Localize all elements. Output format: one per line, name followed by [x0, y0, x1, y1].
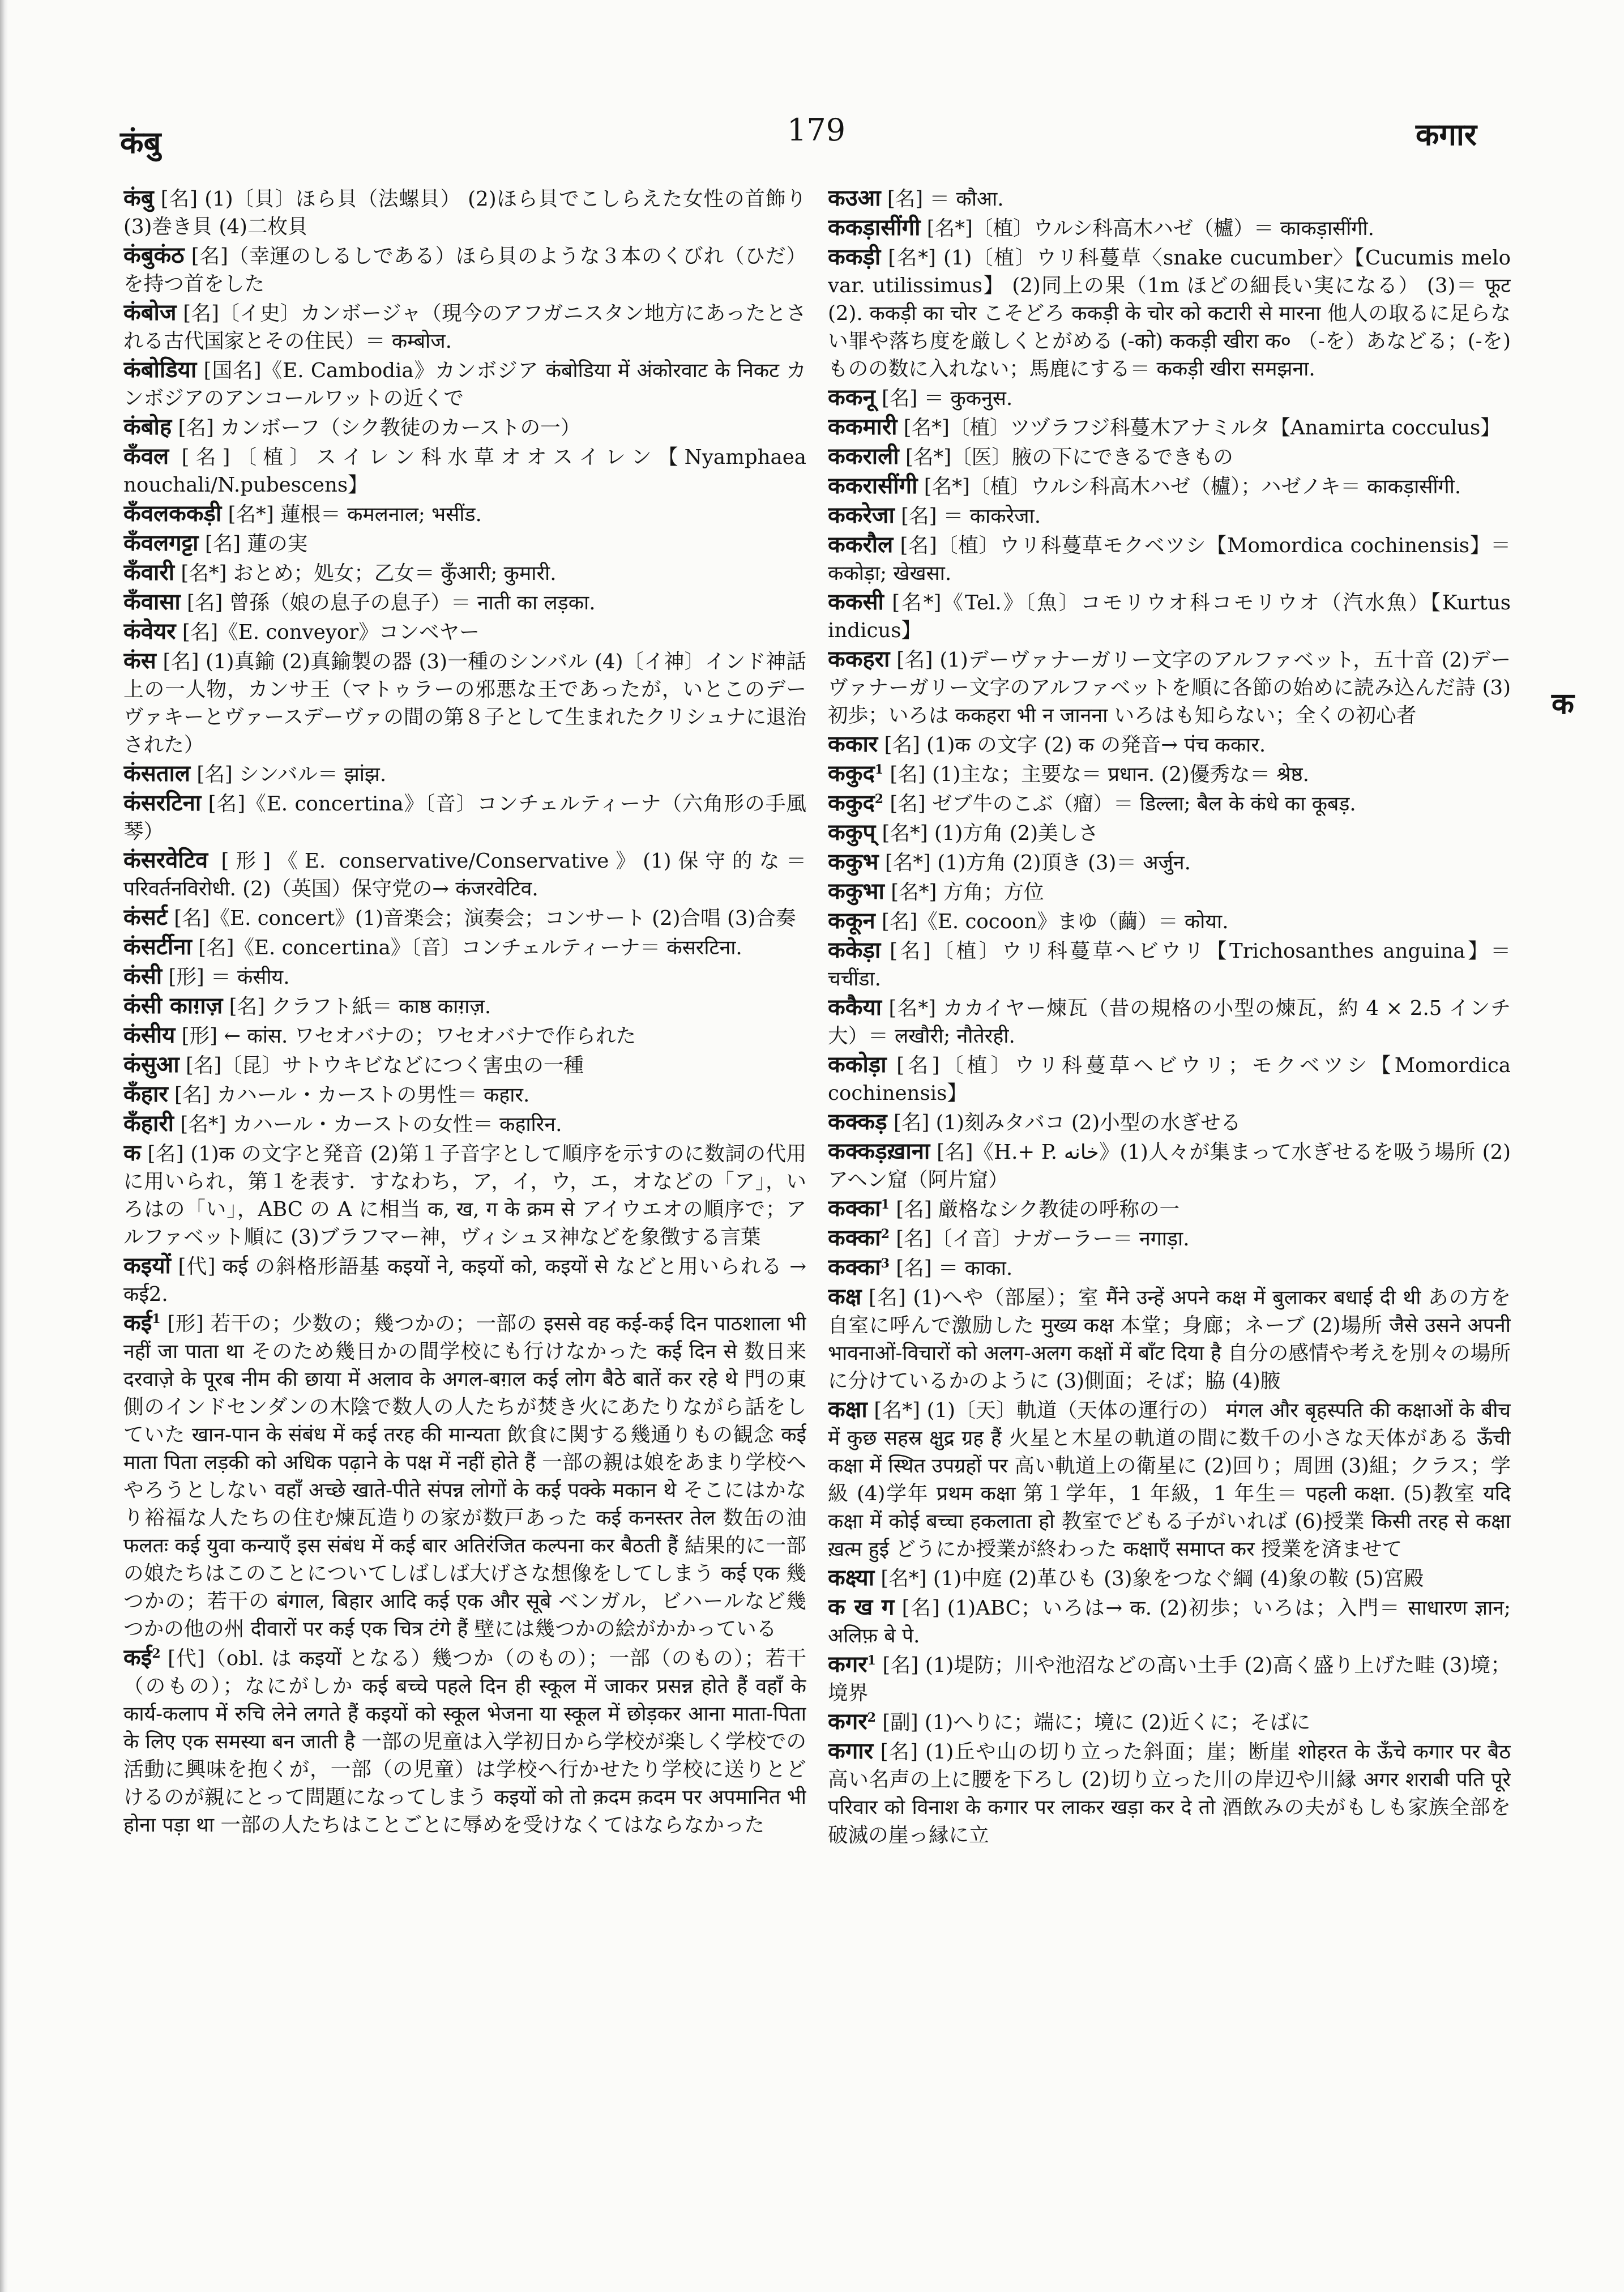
- dictionary-entry: [123, 356, 806, 412]
- dictionary-entry: [828, 413, 1511, 442]
- dictionary-entry: [828, 1650, 1511, 1707]
- dictionary-entry: [828, 1737, 1511, 1849]
- dictionary-entry: [828, 936, 1511, 993]
- definition: [名] (1)ABC；いろは→ क. (2)初歩；いろは；入門＝ साधारण ज्ञान; अलिफ़ बे पे.: [828, 1597, 1511, 1647]
- definition: [名] (1)刻みタバコ (2)小型の水ぎせる: [893, 1111, 1241, 1134]
- definition: [名]〔イ音〕ナガーラー＝ नगाड़ा.: [896, 1227, 1190, 1250]
- homonym-number: 1: [874, 762, 883, 778]
- definition: [代]（obl. は कइयों となる）幾つか（のもの）；一部（のもの）；若干（のもの）；なにがしか कई बच्चे पहले दिन ही स्कूल में जाकर प्रसन्न होते हैं वहाँ के कार्य-कलाप में रुचि लेने लगते हैं कइयों को स्कूल भेजना या स्कूल में छोड़कर आना माता-पिता के लिए एक समस्या बन जाती है 一部の児童は入学初日から学校が楽しく学校での活動に興味を抱くが，一部（の児童）は学校へ行かせたり学校に送りとどけるのが親にとって問題になってしまう कइयों को तो क़दम क़दम पर अपमानित भी होना पड़ा था 一部の人たちはことごとに辱めを受けなくてはならなかった: [123, 1647, 806, 1837]
- definition: [名*] (1)方角 (2)頂き (3)＝ अर्जुन.: [884, 851, 1191, 874]
- headword: कँवारी: [123, 559, 175, 586]
- headword: कक्का: [828, 1195, 881, 1222]
- headword: कंबुकंठ: [123, 242, 185, 268]
- dictionary-entry: [123, 1644, 806, 1839]
- dictionary-entry: [828, 759, 1511, 788]
- dictionary-entry: [828, 730, 1511, 759]
- dictionary-entry: [828, 383, 1511, 412]
- dictionary-entry: [123, 442, 806, 499]
- definition: [名]《E. cocoon》まゆ（繭）＝ कोया.: [881, 910, 1229, 933]
- headword: कगर: [828, 1708, 867, 1735]
- definition: [名] (1)真鍮 (2)真鍮製の器 (3)一種のシンバル (4)〔イ神〕インド神話上の一人物，カンサ王（マトゥラーの邪悪な王であったが，いとこのデーヴァキーとヴァースデーヴァの間の第８子として生まれたクリシュナに退治された）: [123, 650, 806, 757]
- page-number: 179: [787, 112, 846, 148]
- dictionary-entry: [123, 647, 806, 759]
- definition: [名]〔植〕ウリ科蔓草ヘビウリ【Trichosanthes anguina】＝ चचींडा.: [828, 940, 1511, 991]
- definition: [名]《E. concertina》〔音〕コンチェルティーナ＝ कंसरटिना.: [198, 936, 742, 959]
- definition: [形]《E. conservative/Conservative》(1)保守的な＝ परिवर्तनविरोधी. (2)（英国）保守党の→ कंजरवेटिव.: [123, 850, 806, 900]
- definition: [名] クラフト紙＝ काष्ठ काग़ज़.: [229, 995, 492, 1018]
- definition: [名] (1)丘や山の切り立った斜面；崖；断崖 शोहरत के ऊँचे कगार पर बैठ 高い名声の上に腰を下ろし (2)切り立った川の岸辺や川縁 अगर शराबी पति पूरे परिवार को विनाश के कगार पर लाकर खड़ा कर दे तो 酒飲みの夫がもしも家族全部を破滅の崖っ縁に立: [828, 1740, 1511, 1847]
- dictionary-entry: [828, 501, 1511, 530]
- definition: [形] ＝ कंसीय.: [168, 966, 290, 989]
- headword: कक्का: [828, 1224, 881, 1251]
- headword: कंबोडिया: [123, 356, 197, 383]
- homonym-number: 1: [867, 1653, 876, 1668]
- definition: [名*]〔植〕ツヅラフジ科蔓木アナミルタ【Anamirta cocculus】: [903, 416, 1501, 439]
- headword: ककराली: [828, 443, 899, 470]
- definition: [名]《E. concert》(1)音楽会；演奏会；コンサート (2)合唱 (3)合奏: [174, 907, 796, 930]
- headword: ककसी: [828, 588, 884, 615]
- dictionary-entry: [828, 472, 1511, 501]
- headword: ककहरा: [828, 646, 890, 672]
- headword: कक्कड़ख़ाना: [828, 1138, 930, 1164]
- definition: [形] 若干の；少数の；幾つかの；一部の इससे वह कई-कई दिन पाठशाला भी नहीं जा पाता था そのため幾日かの間学校にも行けなかった कई दिन से 数日来 दरवाज़े के पूरब नीम की छाया में अलाव के अगल-बग़ल कई लोग बैठे बातें कर रहे थे 門の東側のインドセンダンの木陰で数人の人たちが焚き火にあたりながら話をしていた खान-पान के संबंध में कई तरह की मान्यता 飲食に関する幾通りもの観念 कई माता पिता लड़की को अधिक पढ़ाने के पक्ष में नहीं होते हैं 一部の親は娘をあまり学校へやろうとしない वहाँ अच्छे खाते-पीते संपन्न लोगों के कई पक्के मकान थे そこにはかなり裕福な人たちの住む煉瓦造りの家が数戸あった कई कनस्तर तेल 数缶の油 फलतः कई युवा कन्याएँ इस संबंध में कई बार अतिरंजित कल्पना कर बैठती हैं 結果的に一部の娘たちはこのことについてしばしば大げさな想像をしてしまう कई एक 幾つかの；若干の बंगाल, बिहार आदि कई एक और सूबे ベンガル，ビハールなど幾つかの他の州 दीवारों पर कई एक चित्र टंगे हैं 壁には幾つかの絵がかかっている: [123, 1312, 806, 1641]
- dictionary-entry: [828, 1253, 1511, 1282]
- definition: [形] ← कांस. ワセオバナの；ワセオバナで作られた: [181, 1025, 636, 1048]
- dictionary-entry: [123, 759, 806, 788]
- headword: कँवल: [123, 443, 169, 470]
- headword: क: [123, 1139, 141, 1166]
- headword: ककार: [828, 731, 878, 757]
- definition: [名] (1)デーヴァナーガリー文字のアルファベット，五十音 (2)デーヴァナーガリー文字のアルファベットを順に各節の始めに読み込んだ詩 (3)初歩；いろは ककहरा भी न जानना いろはも知らない；全くの初心者: [828, 648, 1511, 727]
- dictionary-entry: [123, 413, 806, 442]
- definition: [名] 曾孫（娘の息子の息子）＝ नाती का लड़का.: [187, 591, 596, 614]
- headword: कंबोह: [123, 413, 172, 440]
- definition: [名]《E. concertina》〔音〕コンチェルティーナ（六角形の手風琴）: [123, 792, 806, 843]
- definition: [名*] カハール・カーストの女性＝ कहारिन.: [180, 1113, 562, 1136]
- dictionary-entry: [828, 1283, 1511, 1395]
- headword: कक्ष्या: [828, 1564, 875, 1591]
- headword: कँवलगट्टा: [123, 530, 199, 556]
- dictionary-entry: [828, 1137, 1511, 1194]
- definition: [名] ＝ काकरेजा.: [901, 505, 1041, 528]
- dictionary-entry: [828, 1593, 1511, 1650]
- definition: [名*] 方角；方位: [891, 881, 1044, 904]
- definition: [名] カハール・カーストの男性＝ कहार.: [174, 1083, 530, 1107]
- dictionary-entry: [123, 1051, 806, 1079]
- headword: ककनू: [828, 384, 875, 411]
- homonym-number: 1: [152, 1312, 161, 1327]
- definition: [名]《H.+ P. خانه》(1)人々が集まって水ぎせるを吸う場所 (2)アヘン窟（阿片窟）: [828, 1141, 1511, 1192]
- headword: ककरासींगी: [828, 472, 918, 499]
- dictionary-entry: [828, 1108, 1511, 1137]
- headword: कई: [123, 1309, 152, 1336]
- definition: [名*] (1)中庭 (2)革ひも (3)象をつなぐ綱 (4)象の鞍 (5)宮殿: [881, 1567, 1424, 1590]
- definition: [名] 蓮の実: [204, 532, 308, 556]
- homonym-number: 3: [881, 1256, 890, 1271]
- headword: ककुभ: [828, 848, 879, 875]
- dictionary-entry: [828, 645, 1511, 729]
- definition: [名]〔昆〕サトウキビなどにつく害虫の一種: [185, 1054, 584, 1077]
- homonym-number: 2: [867, 1710, 876, 1726]
- definition: [名*] おとめ；処女；乙女＝ कुँआरी; कुमारी.: [181, 562, 557, 585]
- definition: [名]〔イ史〕カンボージャ（現今のアフガニスタン地方にあったとされる古代国家とその住民）＝ कम्बोज.: [123, 302, 806, 353]
- definition: [名*]《Tel.》〔魚〕コモリウオ科コモリウオ（汽水魚）【Kurtus indicus】: [828, 591, 1511, 642]
- headword: ककड़ी: [828, 244, 881, 270]
- definition: [名] (1)〔貝〕ほら貝（法螺貝） (2)ほら貝でこしらえた女性の首飾り (3)巻き貝 (4)二枚貝: [123, 187, 806, 238]
- left-column: [123, 184, 806, 2274]
- dictionary-entry: [828, 818, 1511, 847]
- headword: कँहार: [123, 1081, 168, 1107]
- dictionary-entry: [828, 1564, 1511, 1593]
- page-header: [113, 108, 1484, 170]
- dictionary-entry: [123, 184, 806, 241]
- definition: [名*] (1)〔天〕軌道（天体の運行の） मंगल और बृहस्पति की कक्षाओं के बीच में कुछ सहस्र क्षुद्र ग्रह हैं 火星と木星の軌道の間に数千の小さな天体がある ऊँची कक्षा में स्थित उपग्रहों पर 高い軌道上の衛星に (2)回り；周囲 (3)組；クラス；学級 (4)学年 प्रथम कक्षा 第１学年，1 年級，1 年生＝ पहली कक्षा. (5)教室 यदि कक्षा में कोई बच्चा हकलाता हो 教室でどもる子がいれば (6)授業 किसी तरह से कक्षा ख़त्म हुई どうにか授業が終わった कक्षाएँ समाप्त कर 授業を済ませて: [828, 1399, 1511, 1561]
- definition: [名]《E. conveyor》コンベヤー: [182, 621, 480, 644]
- headword: ककड़ासींगी: [828, 214, 921, 241]
- dictionary-entry: [123, 617, 806, 646]
- dictionary-entry: [123, 1139, 806, 1251]
- definition: [名] (1)主な；主要な＝ प्रधान. (2)優秀な＝ श्रेष्ठ.: [890, 763, 1309, 786]
- headword: ककुद: [828, 789, 875, 816]
- dictionary-entry: [123, 846, 806, 903]
- headword: कंस: [123, 647, 156, 674]
- dictionary-entry: [828, 214, 1511, 242]
- headword: कक्षा: [828, 1396, 867, 1423]
- guide-word-right: कगार: [1416, 116, 1477, 152]
- definition: [名] (1)へや（部屋）；室 मैंने उन्हें अपने कक्ष में बुलाकर बधाई दी थी あの方を自室に呼んで激励した मुख्य कक्ष 本堂；身廊；ネーブ (2)場所 जैसे उसने अपनी भावनाओं-विचारों को अलग-अलग कक्षों में बाँट दिया है 自分の感情や考えを別々の場所に分けているかのように (3)側面；そば；脇 (4)腋: [828, 1286, 1511, 1393]
- dictionary-entry: [123, 241, 806, 298]
- headword: कउआ: [828, 185, 881, 211]
- binding-edge: [0, 0, 8, 2292]
- thumb-index-letter: क: [1552, 686, 1574, 721]
- definition: [名] ＝ कुकनुस.: [881, 387, 1013, 410]
- headword: कंसताल: [123, 760, 191, 787]
- definition: [名] ＝ कौआ.: [887, 187, 1004, 211]
- headword: क ख ग: [828, 1594, 895, 1620]
- definition: [名] (1)क の文字 (2) क の発音→ पंच ककार.: [884, 733, 1266, 757]
- headword: ककुभा: [828, 878, 884, 904]
- definition: [名*] 蓮根＝ कमलनाल; भसींड.: [228, 503, 482, 526]
- dictionary-entry: [123, 789, 806, 846]
- definition: [名] カンボーフ（シク教徒のカーストの一）: [178, 416, 581, 439]
- dictionary-entry: [123, 500, 806, 528]
- headword: ककरेजा: [828, 502, 895, 528]
- definition: [名]〔植〕スイレン科水草オオスイレン【Nyamphaea nouchali/N.pubescens】: [123, 446, 806, 497]
- definition: [名]〔植〕ウリ科蔓草ヘビウリ；モクベツシ【Momordica cochinensis】: [828, 1054, 1511, 1105]
- dictionary-entry: [828, 907, 1511, 936]
- headword: कंबु: [123, 185, 154, 211]
- headword: ककुप्: [828, 819, 876, 846]
- headword: कंसर्टीना: [123, 933, 192, 960]
- headword: कंसुआ: [123, 1051, 180, 1078]
- dictionary-entry: [828, 848, 1511, 877]
- dictionary-entry: [828, 877, 1511, 906]
- dictionary-entry: [828, 531, 1511, 587]
- definition: [名]〔植〕ウリ科蔓草モクベツシ【Momordica cochinensis】＝ ककोड़ा; खेखसा.: [828, 534, 1511, 585]
- headword: कक्कड़: [828, 1108, 887, 1135]
- dictionary-entry: [828, 588, 1511, 645]
- definition: [副] (1)へりに；端に；境に (2)近くに；そばに: [882, 1711, 1311, 1734]
- dictionary-entry: [828, 1051, 1511, 1107]
- dictionary-entry: [123, 529, 806, 558]
- dictionary-entry: [123, 1080, 806, 1109]
- homonym-number: 1: [881, 1197, 890, 1213]
- dictionary-entry: [123, 558, 806, 587]
- dictionary-entry: [123, 903, 806, 932]
- dictionary-entry: [123, 1021, 806, 1050]
- dictionary-entry: [828, 1194, 1511, 1223]
- dictionary-entry: [828, 442, 1511, 471]
- headword: कँवासा: [123, 588, 181, 615]
- dictionary-entry: [828, 243, 1511, 383]
- dictionary-entry: [123, 298, 806, 355]
- headword: ककमारी: [828, 413, 898, 440]
- definition: [名*] (1)方角 (2)美しさ: [882, 822, 1099, 845]
- headword: ककोड़ा: [828, 1051, 887, 1078]
- headword: कगर: [828, 1651, 867, 1678]
- homonym-number: 2: [881, 1227, 890, 1242]
- dictionary-entry: [828, 789, 1511, 818]
- dictionary-entry: [828, 1224, 1511, 1253]
- definition: [名] ゼブ牛のこぶ（瘤）＝ डिल्ला; बैल के कंधे का कूबड़.: [890, 792, 1356, 816]
- headword: कंवेयर: [123, 618, 176, 645]
- headword: ककेड़ा: [828, 937, 881, 963]
- homonym-number: 2: [874, 792, 883, 807]
- dictionary-entry: [123, 962, 806, 991]
- homonym-number: 2: [152, 1646, 161, 1662]
- headword: कँवलककड़ी: [123, 500, 222, 527]
- headword: कगार: [828, 1738, 873, 1764]
- definition: [名*]〔医〕腋の下にできるできもの: [905, 446, 1233, 469]
- definition: [名] (1)क の文字と発音 (2)第１子音字として順序を示すのに数詞の代用に用いられ，第１を表す．すなわち，ア，イ，ウ，エ，オなどの「ア」，いろはの「い」，ABC の A に相当 क, ख, ग के क्रम से アイウエオの順序で；アルファベット順に (3)ブラフマー神，ヴィシュヌ神などを象徴する言葉: [123, 1142, 806, 1249]
- definition: [名] ＝ काका.: [896, 1257, 1013, 1280]
- dictionary-entry: [828, 1708, 1511, 1736]
- headword: कंसीय: [123, 1022, 176, 1048]
- headword: कंसरटिना: [123, 789, 202, 816]
- definition: [名] シンバル＝ झांझ.: [196, 763, 387, 786]
- headword: ककून: [828, 907, 875, 934]
- dictionary-entry: [828, 1395, 1511, 1563]
- dictionary-entry: [123, 1309, 806, 1643]
- definition: [国名]《E. Cambodia》カンボジア कंबोडिया में अंकोरवाट के निकट カンボジアのアンコールワットの近くで: [123, 359, 806, 410]
- definition: [名*]〔植〕ウルシ科高木ハゼ（櫨）；ハゼノキ＝ काकड़ासींगी.: [924, 475, 1461, 498]
- headword: कंसी: [123, 963, 163, 989]
- guide-word-left: कंबु: [120, 124, 161, 160]
- headword: कक्का: [828, 1254, 881, 1281]
- dictionary-entry: [123, 992, 806, 1021]
- definition: [名*] カカイヤー煉瓦（昔の規格の小型の煉瓦，約 4 × 2.5 インチ大）＝ लखौरी; नौतेरही.: [828, 997, 1511, 1048]
- dictionary-entry: [828, 184, 1511, 213]
- headword: कई: [123, 1644, 152, 1671]
- definition: [名] 厳格なシク教徒の呼称の一: [896, 1198, 1180, 1221]
- headword: कक्ष: [828, 1283, 862, 1310]
- definition: [代] कई の斜格形語基 कइयों ने, कइयों को, कइयों से などと用いられる → कई2.: [123, 1255, 806, 1306]
- dictionary-entry: [828, 993, 1511, 1050]
- right-column: [828, 184, 1511, 2274]
- dictionary-entry: [123, 1252, 806, 1308]
- headword: ककुद: [828, 760, 875, 787]
- headword: कँहारी: [123, 1110, 174, 1137]
- headword: ककैया: [828, 994, 882, 1021]
- definition: [名*] (1)〔植〕ウリ科蔓草〈snake cucumber〉【Cucumis melo var. utilissimus】 (2)同上の果（1m ほどの細長い実になる） (3)＝ फूट (2). ककड़ी का चोर こそどろ ककड़ी के चोर को कटारी से मारना 他人の取るに足らない罪や落ち度を厳しくとがめる (-को) ककड़ी खीरा क० （-を）あなどる；(-を)ものの数に入れない；馬鹿にする＝ ककड़ी खीरा समझना.: [828, 246, 1511, 381]
- headword: कंसी काग़ज़: [123, 992, 223, 1019]
- headword: कंबोज: [123, 299, 177, 326]
- headword: कंसरवेटिव: [123, 847, 208, 873]
- definition: [名*]〔植〕ウルシ科高木ハゼ（櫨）＝ काकड़ासींगी.: [926, 217, 1374, 240]
- definition: [名] (1)堤防；川や池沼などの高い土手 (2)高く盛り上げた畦 (3)境；境界: [828, 1654, 1511, 1705]
- definition: [名]（幸運のしるしである）ほら貝のような３本のくびれ（ひだ）を持つ首をした: [123, 245, 806, 296]
- dictionary-entry: [123, 588, 806, 617]
- headword: कइयों: [123, 1252, 171, 1279]
- headword: कंसर्ट: [123, 904, 168, 931]
- headword: ककरौल: [828, 531, 894, 558]
- dictionary-entry: [123, 1109, 806, 1138]
- dictionary-entry: [123, 933, 806, 962]
